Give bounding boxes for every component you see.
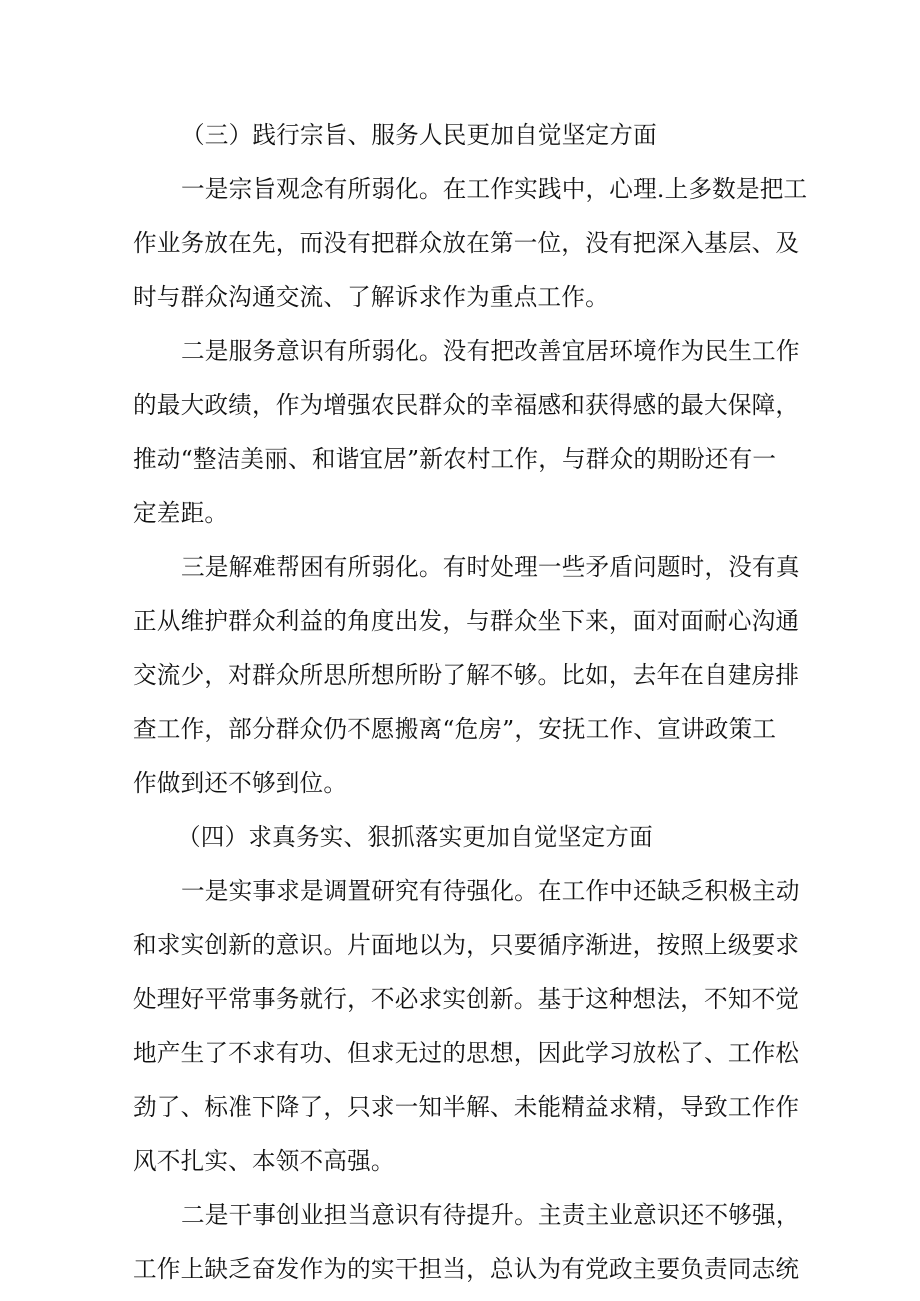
paragraph-line: 的最大政绩，作为增强农民群众的幸福感和获得感的最大保障， — [133, 391, 800, 419]
section-4-heading: （四）求真务实、狠抓落实更加自觉坚定方面 — [177, 823, 653, 851]
section-4-paragraph-1 — [133, 864, 800, 1188]
paragraph-line: 处理好平常事务就行，不必求实创新。基于这种想法，不知不觉 — [133, 985, 800, 1013]
paragraph-line: 正从维护群众利益的角度出发，与群众坐下来，面对面耐心沟通 — [133, 607, 800, 635]
paragraph-line: 工作上缺乏奋发作为的实干担当，总认为有党政主要负责同志统 — [133, 1255, 800, 1283]
paragraph-line: 二是服务意识有所弱化。没有把改善宜居环境作为民生工作 — [181, 337, 800, 365]
paragraph-line: 和求实创新的意识。片面地以为，只要循序渐进，按照上级要求 — [133, 931, 800, 959]
section-4-paragraph-2 — [133, 1188, 800, 1296]
section-3-paragraph-2 — [133, 324, 800, 540]
paragraph-line: 风不扎实、本领不高强。 — [133, 1147, 395, 1175]
paragraph-line: 三是解难帮困有所弱化。有时处理一些矛盾问题时，没有真 — [181, 553, 800, 581]
paragraph-line: 查工作，部分群众仍不愿搬离“危房”，安抚工作、宣讲政策工 — [133, 715, 777, 743]
paragraph-line: 一是实事求是调置研究有待强化。在工作中还缺乏积极主动 — [181, 877, 800, 905]
paragraph-line: 定差距。 — [133, 499, 229, 527]
paragraph-line: 时与群众沟通交流、了解诉求作为重点工作。 — [133, 283, 609, 311]
paragraph-line: 地产生了不求有功、但求无过的思想，因此学习放松了、工作松 — [133, 1039, 800, 1067]
paragraph-line: 推动“整洁美丽、和谐宜居”新农村工作，与群众的期盼还有一 — [133, 445, 777, 473]
paragraph-line: 一是宗旨观念有所弱化。在工作实践中，心理.上多数是把工 — [181, 175, 808, 203]
section-3-heading: （三）践行宗旨、服务人民更加自觉坚定方面 — [181, 121, 657, 149]
paragraph-line: 交流少，对群众所思所想所盼了解不够。比如，去年在自建房排 — [133, 661, 800, 689]
paragraph-line: 二是干事创业担当意识有待提升。主责主业意识还不够强， — [181, 1201, 800, 1229]
document-body — [133, 108, 808, 1296]
section-3-paragraph-1 — [133, 162, 808, 324]
paragraph-line: 劲了、标准下降了，只求一知半解、未能精益求精，导致工作作 — [133, 1093, 800, 1121]
section-3-paragraph-3 — [133, 540, 800, 810]
paragraph-line: 作做到还不够到位。 — [133, 769, 348, 797]
paragraph-line: 作业务放在先，而没有把群众放在第一位，没有把深入基层、及 — [133, 229, 800, 257]
